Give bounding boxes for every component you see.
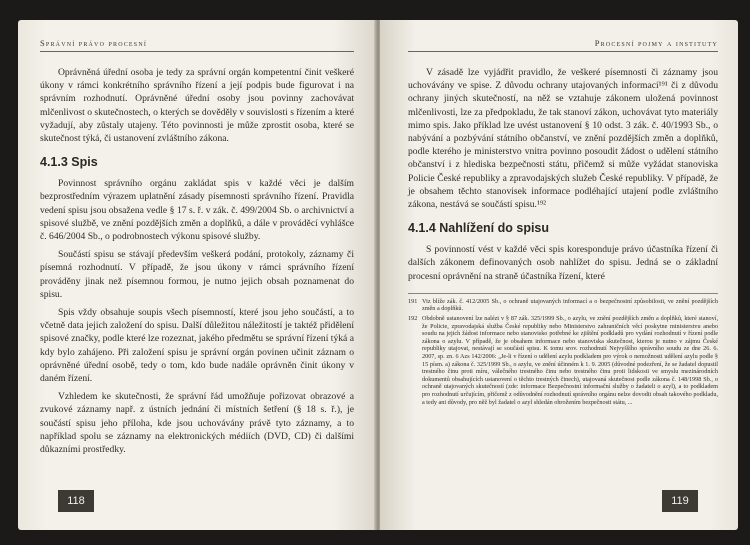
footnotes xyxy=(408,293,718,406)
left-page xyxy=(18,20,376,530)
page-number-right: 119 xyxy=(662,490,698,512)
paragraph-left-4: Vzhledem ke skutečnosti, že správní řád umožňuje pořizovat obrazové a zvukové záznamy např. z ústních jednání či místních šetření (§ 18 s. ř.), je součástí spisu jeho příloha, kde jsou uchovávány právě tyto záznamy, a to například spolu se záznamy na elektronických médiích (DVD, CD) či dalšími důkazními prostředky. xyxy=(40,391,354,456)
paragraph-right-1: S povinností vést v každé věci spis koresponduje právo účastníka řízení či dalších zákonem definovaných osob nahlížet do spisu. Jedná se o základní procesní oprávnění na straně účastníka řízení, které xyxy=(408,244,718,282)
right-page xyxy=(380,20,738,530)
footnote-text: Viz blíže zák. č. 412/2005 Sb., o ochraně utajovaných informací a o bezpečnostní způsobilosti, ve znění pozdějších změn a doplňků. xyxy=(422,297,718,313)
paragraph-right-intro: V zásadě lze vyjádřit pravidlo, že veškeré písemnosti či záznamy jsou uchovávány ve spise. Z důvodu ochrany utajovaných informací¹⁹¹ či z důvodu ochrany jiných skutečností, na něž se vztahuje zákonem uložená povinnost mlčenlivosti, lze za předpokladu, že tak stanoví zákon, uchovávat tyto materiály mimo spis. Jako příklad lze uvést ustanovení § 10 odst. 3 zák. č. 40/1993 Sb., o nabývání a pozbývání státního občanství, ve znění pozdějších změn a doplňků, podle kterého je ministerstvo vnitra povinno posoudit žádost o udělení státního občanství i z hlediska bezpečnosti státu, přičemž si může vyžádat stanoviska Policie České republiky a zpravodajských služeb České republiky. V případě, že je obsahem těchto stanovisek informace podléhající utajení podle zvláštního zákona, nestává se součástí spisu.¹⁹² xyxy=(408,67,718,211)
footnote-192 xyxy=(408,315,718,406)
footnote-text: Obdobně ustanovení lze nalézt v § 87 zák. 325/1999 Sb., o azylu, ve znění pozdějších změn a doplňků, které stanoví, že Policie, zpravodajská služba České republiky nebo Ministerstvo zahraničních věcí poskytne ministerstvu anebo soudu na jejich žádost informace nebo stanovisko potřebné ke zjištění podkladů pro vydání rozhodnutí v řízení podle zákona o azylu. V případě, že je obsahem informace nebo stanoviska skutečnost, kterou je nutno v zájmu České republiky utajovat, nestávají se součástí spisu. K tomu srov. rozhodnutí Nejvyššího správního soudu ze dne 26. 6. 2007, sp. zn. 6 Azs 142/2006: „Je-li v řízení o udělení azylu podkladem pro výrok o nemožnosti udělení azylu podle § 15 písm. a) zákona č. 325/1999 Sb., o azylu, ve znění účinném k 1. 9. 2005 (důvodné podezření, že se žadatel dopustil trestného činu proti míru, válečného trestného činu nebo trestného činu proti lidskosti ve smyslu mezinárodních dokumentů obsahujících ustanovení o těchto trestných činech), utajovaná skutečnost podle zákona č. 148/1998 Sb., o ochraně utajovaných skutečností (zde: informace Bezpečnostní informační služby o žadateli o azyl), a to podkladem pro rozhodnutí určujícím, přičemž z odůvodnění rozhodnutí správního orgánu nelze dovodit obsah takového podkladu, a tedy ani důvody, pro něž byl žadatel o azyl shledán ohrožením bezpečnosti státu, ... xyxy=(422,315,718,406)
paragraph-left-3: Spis vždy obsahuje soupis všech písemností, které jsou jeho součástí, a to včetně data jejich založení do spisu. Další důležitou náležitostí je taktéž přidělení spisové značky, podle které lze rozeznat, jakého předmětu se správní řízení týká a kdy bylo zahájeno. Při založení spisu je správní orgán povinen učinit záznam o oprávněné úřední osobě, tedy o tom, kdo bude nadále oprávněn činit úkony v daném řízení. xyxy=(40,307,354,385)
section-heading-nahlizeni: 4.1.4 Nahlížení do spisu xyxy=(408,221,550,236)
paragraph-left-1: Povinnost správního orgánu zakládat spis v každé věci je dalším bezprostředním výrazem uplatnění zásady písemnosti správního řízení. Pravidla vedení spisu jsou obsažena vedle § 17 s. ř. v zák. č. 499/2004 Sb. o archivnictví a spisové službě, ve znění pozdějších změn a doplňků, a dále v prováděcí vyhlášce č. 646/2004 Sb., o podrobnostech výkonu spisové služby. xyxy=(40,178,354,243)
open-book xyxy=(18,20,738,530)
running-head-right: Procesní pojmy a instituty xyxy=(408,38,718,52)
section-heading-spis: 4.1.3 Spis xyxy=(40,155,98,170)
paragraph-left-2: Součástí spisu se stávají především veškerá podání, protokoly, záznamy či písemná rozhodnutí. V případě, že jsou úkony v rámci správního řízení prováděny jinak než písemnou formou, je nutno jejich obsah poznamenat do spisu. xyxy=(40,249,354,300)
page-number-left: 118 xyxy=(58,490,94,512)
footnote-number: 191 xyxy=(408,297,418,305)
footnote-191 xyxy=(408,298,718,313)
footnote-number: 192 xyxy=(408,315,418,323)
paragraph-left-intro: Oprávněná úřední osoba je tedy za správní orgán kompetentní činit veškeré úkony v rámci konkrétního správního řízení a její podpis bude figurovat i na správním rozhodnutí. Oprávněné úřední osoby jsou povinny zachovávat mlčenlivost o skutečnostech, o kterých se dověděly v souvislosti s řízením a které vyžadují, aby zůstaly utajeny. Této povinnosti je může zprostit osoba, které se skutečnost týká, či ustanovení zvláštního zákona. xyxy=(40,67,354,145)
running-head-left: Správní právo procesní xyxy=(40,38,354,52)
